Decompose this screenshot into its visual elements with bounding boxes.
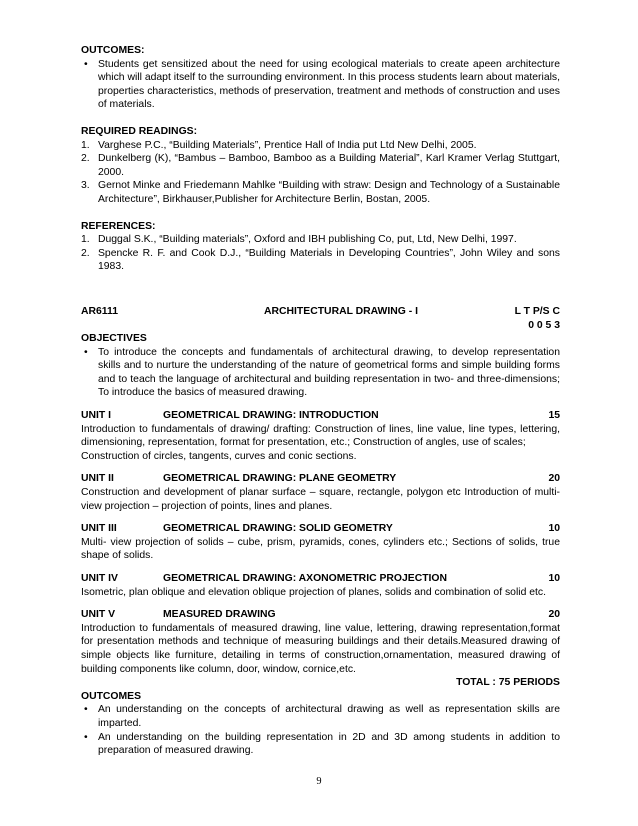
unit-header [81,572,560,586]
outcome-item [81,703,560,730]
unit-content: Multi- view projection of solids – cube, prism, pyramids, cones, cylinders etc.; Sections of solids, true shape of solids. [81,536,560,562]
references-heading: REFERENCES: [81,220,156,232]
outcome-item [81,58,560,112]
outcome-text: Students get sensitized about the need for using ecological materials to create apeen architecture which will adapt itself to the surrounding environment. In this process students learn about materials, properties characteristics, methods of preservation, treatment and methods of construction and uses of materials. [98,58,560,111]
outcomes-heading: OUTCOMES [81,690,142,702]
unit-content: Introduction to fundamentals of measured drawing, line value, lettering, drawing representation,format for presentation methods and technique of measuring buildings and their details.Measured drawing of simple objects like furniture, detailing in terms of construction,ornamentation, measured drawing of building components like column, door, window, cornice,etc. [81,622,560,675]
unit-number: UNIT I [81,410,112,422]
reading-number: 2. [81,153,90,165]
unit-header [81,472,560,486]
outcome-text: An understanding on the concepts of architectural drawing as well as representation skills are imparted. [98,704,560,729]
unit-number: UNIT IV [81,573,118,584]
unit-title: GEOMETRICAL DRAWING: PLANE GEOMETRY [163,473,397,485]
course-header [81,305,560,319]
unit-hours: 10 [548,523,560,535]
page-number: 9 [316,776,322,787]
reading-text: Gernot Minke and Friedemann Mahlke “Building with straw: Design and Technology of a Sustainable Architecture”, Birkhauser,Publisher for Architecture Berlin, Bostan, 2005. [98,180,560,205]
course-code: AR6111 [81,305,118,317]
bullet-icon: • [84,346,88,358]
reading-item [81,152,560,179]
reference-text: Spencke R. F. and Cook D.J., “Building Materials in Developing Countries”, John Wiley and sons 1983. [98,247,560,273]
reference-text: Duggal S.K., “Building materials”, Oxford and IBH publishing Co, put, Ltd, New Delhi, 1997. [98,234,517,246]
unit-number: UNIT V [81,609,116,621]
reference-number: 2. [81,247,90,259]
unit-content: Isometric, plan oblique and elevation oblique projection of planes, solids and combination of solid etc. [81,586,546,598]
reading-text: Varghese P.C., “Building Materials”, Prentice Hall of India put Ltd New Delhi, 2005. [98,139,477,151]
reading-item [81,179,560,206]
outcomes-heading: OUTCOMES: [81,45,145,56]
unit-number: UNIT III [81,523,117,535]
reference-item [81,233,560,247]
unit-title: GEOMETRICAL DRAWING: SOLID GEOMETRY [163,523,393,535]
unit-content: Construction and development of planar surface – square, rectangle, polygon etc Introduction of multi- view projection – projection of points, lines and planes. [81,487,560,512]
reading-number: 3. [81,180,90,192]
unit-content: Introduction to fundamentals of drawing/ drafting: Construction of lines, line value, line types, lettering, dimensioning, representation, format for presentation, etc.; Construction of angles, use of scales; [81,423,560,449]
unit-header [81,409,560,423]
objective-item [81,346,560,400]
unit-hours: 10 [548,573,560,584]
ltpc-label: L T P/S C [514,305,560,317]
bullet-icon: • [84,704,88,716]
unit-hours: 20 [548,609,560,621]
objective-text: To introduce the concepts and fundamentals of architectural drawing, to develop representation skills and to nurture the understanding of the nature of geometrical forms and simple building forms and to teach the language of architectural and building representation in two- and three-dimensions; To introduce the basics of measured drawing. [98,346,560,399]
reading-item [81,139,560,153]
objectives-heading: OBJECTIVES [81,333,147,345]
unit-header [81,608,560,622]
unit-title: GEOMETRICAL DRAWING: INTRODUCTION [163,410,379,422]
unit-title: GEOMETRICAL DRAWING: AXONOMETRIC PROJECTION [163,573,448,584]
reference-number: 1. [81,234,90,246]
outcome-text: An understanding on the building representation in 2D and 3D among students in addition to preparation of measured drawing. [98,731,560,757]
unit-hours: 20 [548,473,560,485]
reading-text: Dunkelberg (K), “Bambus – Bamboo, Bamboo as a Building Material”, Karl Kramer Verlag Stuttgart, 2000. [98,153,560,178]
reading-number: 1. [81,139,90,151]
unit-number: UNIT II [81,473,114,485]
syllabus-page [81,44,560,758]
unit-header [81,522,560,536]
reference-item [81,247,560,274]
bullet-icon: • [84,731,88,743]
course-title: ARCHITECTURAL DRAWING - I [264,305,418,317]
outcome-item [81,731,560,758]
ltpc-values: 0 0 5 3 [528,319,560,331]
total-periods: TOTAL : 75 PERIODS [456,677,560,689]
required-readings-heading: REQUIRED READINGS: [81,125,198,137]
unit-title: MEASURED DRAWING [163,609,276,621]
unit-content: Construction of circles, tangents, curves and conic sections. [81,450,357,462]
unit-hours: 15 [548,410,560,422]
bullet-icon: • [84,58,88,70]
